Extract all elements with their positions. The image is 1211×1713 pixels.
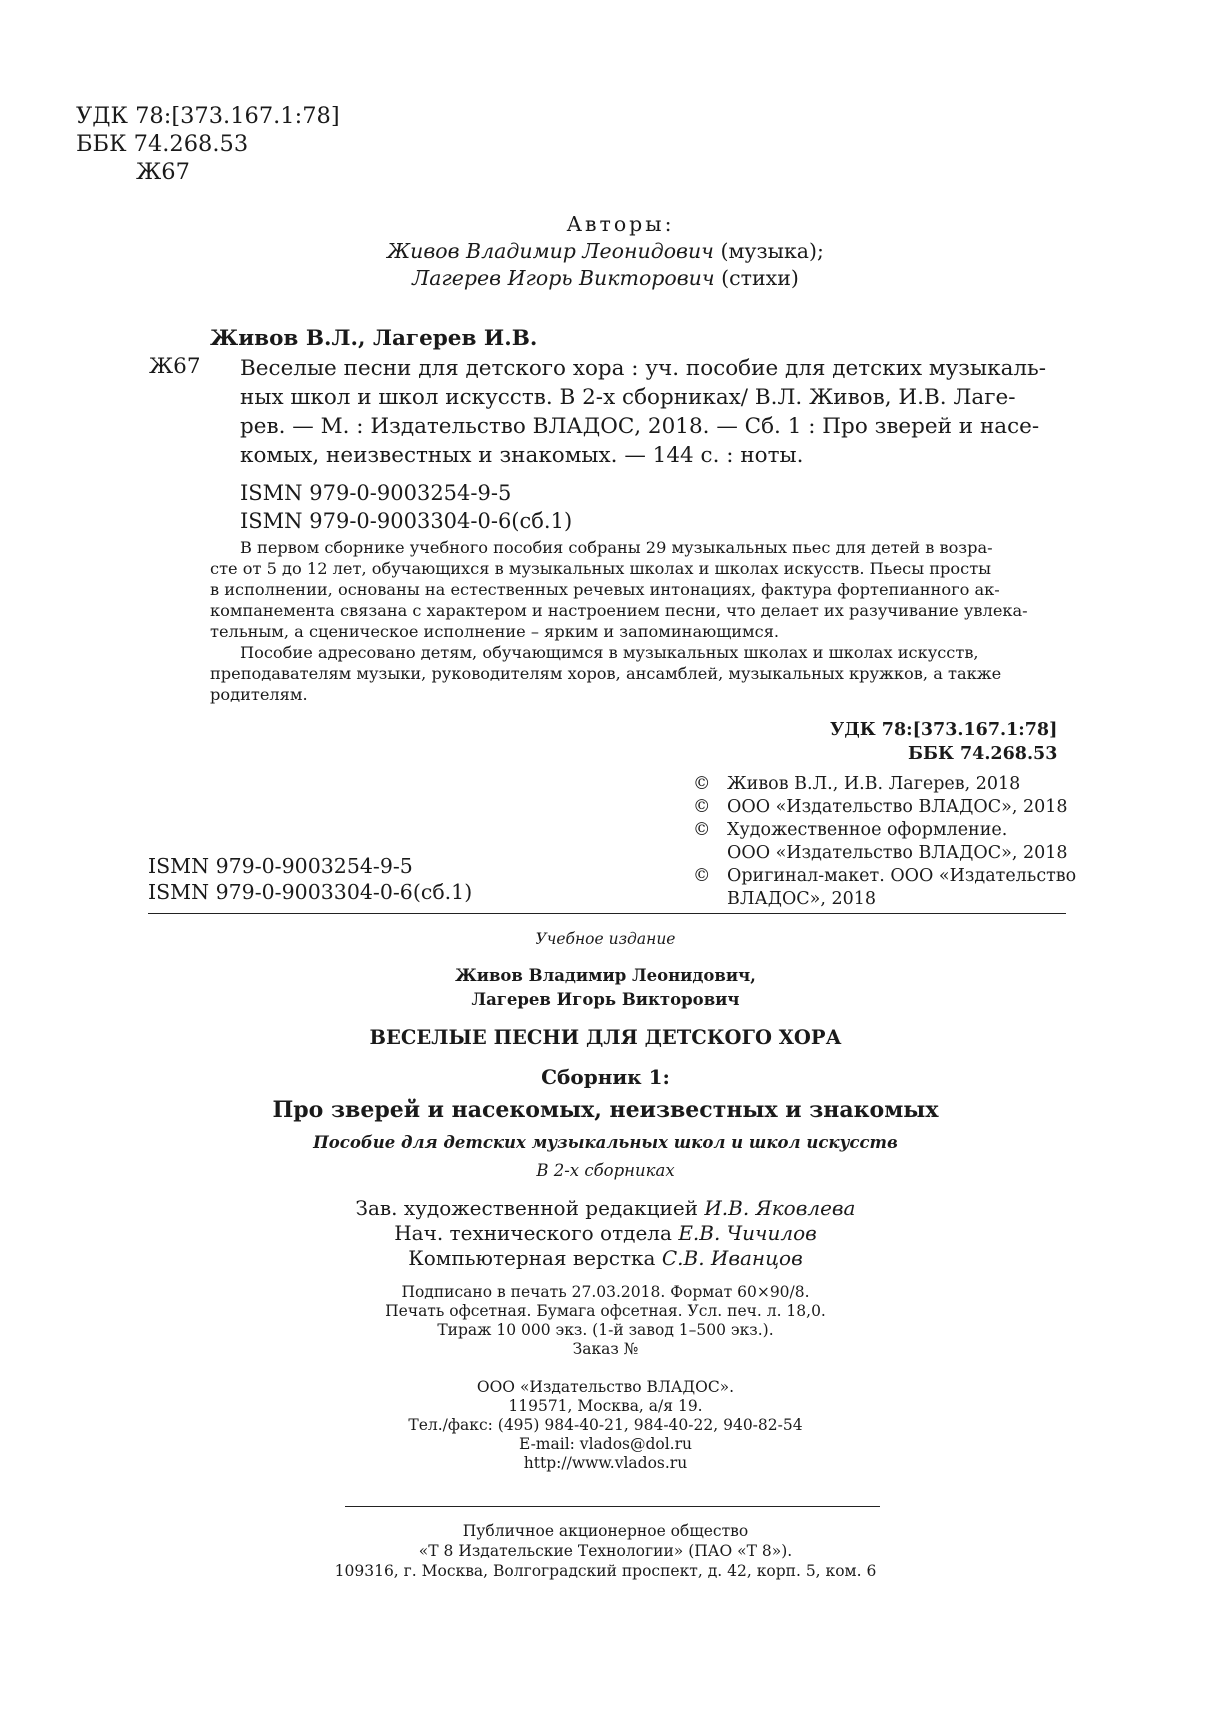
poet-line <box>0 265 1211 292</box>
divider <box>345 1506 880 1507</box>
annotation-line: преподавателям музыки, руководителям хоров, ансамблей, музыкальных кружков, а также <box>210 664 1002 683</box>
copyright-entry: © Живов В.Л., И.В. Лагерев, 2018 <box>693 774 1021 794</box>
annotation-line: родителям. <box>210 685 308 704</box>
annotation-line: тельным, а сценическое исполнение – ярким и запоминающимся. <box>210 622 780 641</box>
printer-info <box>0 1521 1211 1581</box>
annotation-line: В первом сборнике учебного пособия собраны 29 музыкальных пьес для детей в возра- <box>240 538 993 557</box>
book-title: ВЕСЕЛЫЕ ПЕСНИ ДЛЯ ДЕТСКОГО ХОРА <box>369 1026 842 1049</box>
copyright-entry: © ООО «Издательство ВЛАДОС», 2018 <box>693 797 1068 817</box>
composer-role: (музыка); <box>720 239 824 263</box>
printer-line: 109316, г. Москва, Волгоградский проспект, д. 42, корп. 5, ком. 6 <box>334 1562 877 1580</box>
staff-line: Нач. технического отдела Е.В. Чичилов <box>394 1221 817 1245</box>
edition-type: Учебное издание <box>535 930 676 948</box>
colophon <box>0 930 1211 1473</box>
printer-line: Публичное акционерное общество <box>462 1522 749 1540</box>
udc-code: УДК 78:[373.167.1:78] <box>76 103 340 129</box>
publisher-line: E-mail: vlados@dol.ru <box>518 1435 693 1453</box>
annotation <box>210 537 1028 705</box>
copyright-entry: © Художественное оформление. <box>693 820 1008 840</box>
copyright-icon: © <box>693 774 711 794</box>
poet-name: Лагерев Игорь Викторович <box>412 266 715 290</box>
composer-name: Живов Владимир Леонидович <box>387 239 714 263</box>
publisher-line: Тел./факс: (495) 984-40-21, 984-40-22, 940-82-54 <box>408 1416 803 1434</box>
book-subtitle: Про зверей и насекомых, неизвестных и знакомых <box>272 1097 939 1123</box>
annotation-line: компанемента связана с характером и настроением песни, что делает их разучивание увлека- <box>210 601 1028 620</box>
publisher-info <box>0 1378 1211 1473</box>
copyright-entry-cont: ВЛАДОС», 2018 <box>727 889 877 909</box>
staff-credits <box>0 1196 1211 1271</box>
udc-code-bottom: УДК 78:[373.167.1:78] <box>830 720 1058 740</box>
bibliographic-line: ных школ и школ искусств. В 2-х сборниках/ В.Л. Живов, И.В. Лаге- <box>240 385 1016 410</box>
copyright-entry-cont: ООО «Издательство ВЛАДОС», 2018 <box>727 843 1068 863</box>
collection-number: Сборник 1: <box>541 1065 670 1089</box>
colophon-author: Живов Владимир Леонидович, <box>455 966 756 985</box>
bibliographic-description <box>240 354 1046 470</box>
ismn-line: ISMN 979-0-9003254-9-5 <box>240 481 512 505</box>
colophon-authors <box>0 964 1211 1012</box>
header-codes <box>76 102 340 186</box>
printer-line: «Т 8 Издательские Технологии» (ПАО «Т 8»). <box>418 1542 793 1560</box>
copyright-icon: © <box>693 797 711 817</box>
ismn-line: ISMN 979-0-9003304-0-6(сб.1) <box>148 880 473 904</box>
bbk-code: ББК 74.268.53 <box>76 131 249 157</box>
copyright-block <box>693 773 1076 911</box>
copyright-entry: © Оригинал-макет. ООО «Издательство <box>693 866 1077 886</box>
staff-line: Зав. художественной редакцией И.В. Яковлева <box>355 1196 856 1220</box>
colophon-author: Лагерев Игорь Викторович <box>471 990 740 1009</box>
authors-heading: Авторы: <box>566 212 675 236</box>
publisher-line: http://www.vlados.ru <box>523 1454 688 1472</box>
composer-line <box>0 238 1211 265</box>
poet-role: (стихи) <box>721 266 799 290</box>
copyright-icon: © <box>693 866 711 886</box>
print-info <box>0 1283 1211 1359</box>
annotation-line: в исполнении, основаны на естественных речевых интонациях, фактура фортепианного ак- <box>210 580 1000 599</box>
bibliographic-code: Ж67 <box>149 354 201 379</box>
bibliographic-line: рев. — М. : Издательство ВЛАДОС, 2018. — Сб. 1 : Про зверей и насе- <box>240 414 1040 439</box>
book-purpose: Пособие для детских музыкальных школ и школ искусств <box>313 1133 898 1152</box>
ismn-line: ISMN 979-0-9003304-0-6(сб.1) <box>240 509 573 533</box>
print-line: Печать офсетная. Бумага офсетная. Усл. печ. л. 18,0. <box>385 1302 826 1320</box>
ismn-line: ISMN 979-0-9003254-9-5 <box>148 854 413 878</box>
author-mark: Ж67 <box>136 159 190 185</box>
print-line: Тираж 10 000 экз. (1-й завод 1–500 экз.). <box>437 1321 774 1339</box>
authors-block <box>0 211 1211 292</box>
bibliographic-heading: Живов В.Л., Лагерев И.В. <box>210 326 538 351</box>
bbk-code-bottom: ББК 74.268.53 <box>908 744 1058 764</box>
divider <box>148 913 1066 914</box>
bibliographic-line: комых, неизвестных и знакомых. — 144 с. : ноты. <box>240 443 804 468</box>
print-line: Заказ № <box>572 1340 639 1358</box>
publisher-line: 119571, Москва, а/я 19. <box>508 1397 703 1415</box>
bibliographic-line: Веселые песни для детского хора : уч. пособие для детских музыкаль- <box>240 356 1047 381</box>
ismn-block-bottom <box>148 853 472 905</box>
annotation-line: Пособие адресовано детям, обучающимся в музыкальных школах и школах искусств, <box>240 643 979 662</box>
ismn-block-top <box>240 479 572 535</box>
print-line: Подписано в печать 27.03.2018. Формат 60×90/8. <box>401 1283 810 1301</box>
classification-block <box>830 718 1057 766</box>
staff-line: Компьютерная верстка С.В. Иванцов <box>408 1246 803 1270</box>
copyright-icon: © <box>693 820 711 840</box>
annotation-line: сте от 5 до 12 лет, обучающихся в музыкальных школах и школах искусств. Пьесы просты <box>210 559 992 578</box>
publisher-line: ООО «Издательство ВЛАДОС». <box>476 1378 735 1396</box>
volumes-note: В 2-х сборниках <box>536 1161 675 1180</box>
